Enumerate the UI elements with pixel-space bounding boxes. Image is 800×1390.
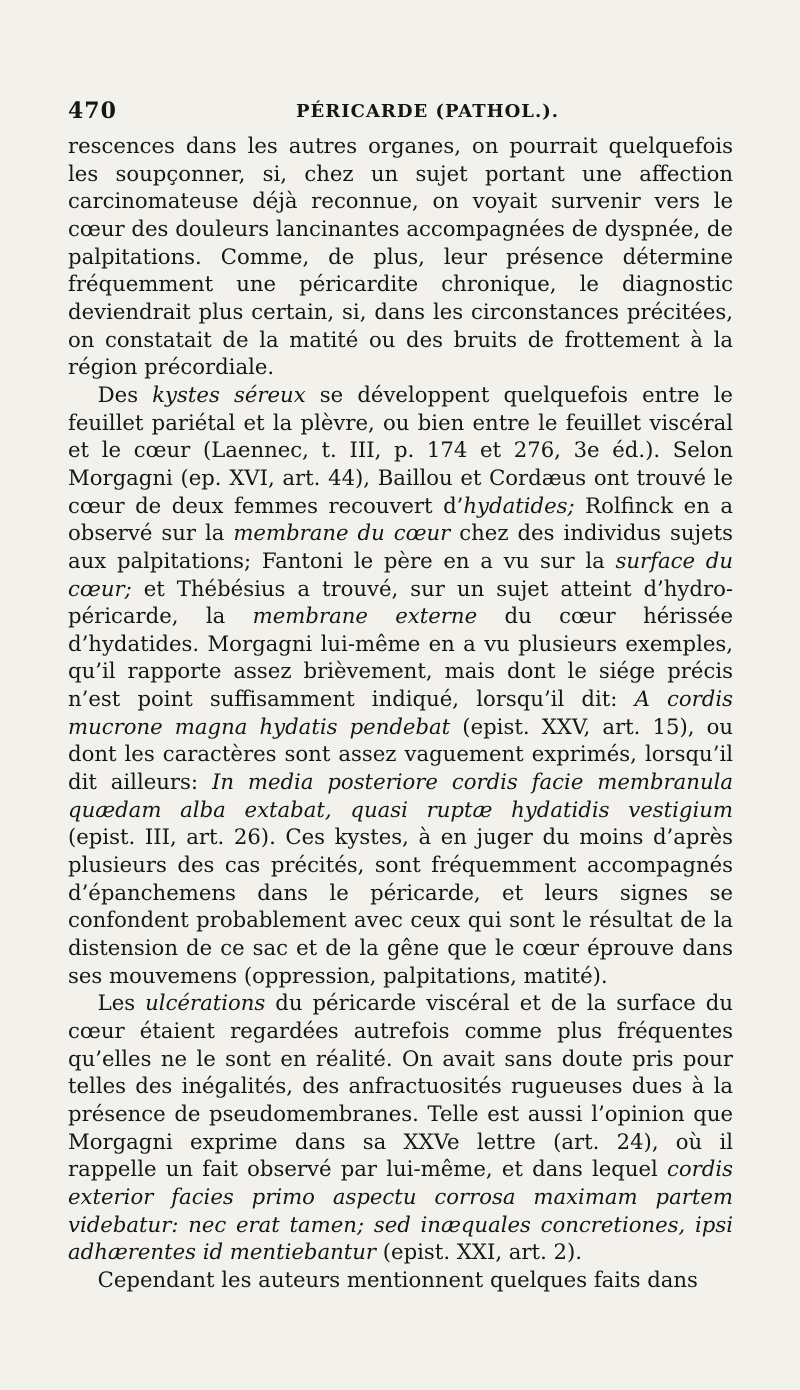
page-header (68, 98, 728, 130)
paragraph-2 (68, 381, 733, 989)
text-run: et Thébésius a trouvé, sur un sujet atteint d’hydro-péricarde, la (68, 575, 733, 629)
italic-text: membrane du cœur (233, 520, 451, 546)
paragraph-1 (68, 132, 733, 381)
paragraph-4 (68, 1266, 733, 1294)
text-run: (epist. XXV, art. 15), ou dont les caractères sont assez vaguement exprimés, lorsqu’il dit ailleurs: (68, 713, 733, 795)
text-run: chez des individus sujets aux palpitations; Fantoni le père en a vu sur la (68, 520, 733, 573)
italic-text: ulcérations (145, 990, 266, 1016)
italic-text: surface du cœur; (68, 547, 733, 601)
text-run: se développent quelquefois entre le feuillet pariétal et la plèvre, ou bien entre le feuillet viscéral et le cœur (Laennec, t. III, p. 174 et 276, 3e éd.). Selon Morgagni (ep. XVI, art. 44), Baillou et Cordæus ont trouvé le cœur de deux femmes recouvert d’ (68, 381, 733, 518)
italic-text: hydatides; (463, 492, 575, 518)
text-run: (epist. XXI, art. 2). (376, 1239, 583, 1265)
italic-text: A cordis mucrone magna hydatis pendebat (68, 686, 734, 739)
text-run: rescences dans les autres organes, on pourrait quelquefois les soupçonner, si, chez un sujet portant une affection carcinomateuse déjà reconnue, on voyait survenir vers le cœur des douleurs lancinantes accompagnées de dyspnée, de palpitations. Comme, de plus, leur présence détermine fréquemment une péricardite chronique, le diagnostic deviendrait plus certain, si, dans les circonstances précitées, on constatait de la matité ou des bruits de frottement à la région précordiale. (68, 133, 733, 380)
page-number: 470 (68, 98, 117, 124)
text-run: du cœur hérissée d’hydatides. Morgagni lui-même en a vu plusieurs exemples, qu’il rapporte assez brièvement, mais dont le siége précis n’est point suffisamment indiqué, lorsqu’il dit: (68, 603, 733, 712)
running-head: PÉRICARDE (PATHOL.). (296, 101, 559, 122)
text-run: Des (97, 381, 153, 407)
italic-text: In media posteriore cordis facie membranula quædam alba extabat, quasi ruptæ hydatidis vestigium (68, 769, 734, 822)
paragraph-3 (68, 989, 733, 1266)
text-run: Rolfinck en a observé sur la (68, 492, 733, 546)
text-run: (epist. III, art. 26). Ces kystes, à en juger du moins d’après plusieurs des cas précités, sont fréquemment accompagnés d’épanchemens dans le péricarde, et leurs signes se confondent probablement avec ceux qui sont le résultat de la distension de ce sac et de la gêne que le cœur éprouve dans ses mouvemens (oppression, palpitations, matité). (68, 824, 733, 988)
italic-text: cordis exterior facies primo aspectu corrosa maximam partem videbatur: nec erat tamen; sed inæquales concretiones, ipsi adhærentes id mentiebantur (68, 1156, 733, 1265)
text-run: Les (97, 990, 146, 1016)
body-text (68, 132, 733, 1294)
text-run: Cependant les auteurs mentionnent quelques faits dans (97, 1266, 698, 1292)
italic-text: membrane externe (252, 603, 478, 629)
text-run: du péricarde viscéral et de la surface du cœur étaient regardées autrefois comme plus fréquentes qu’elles ne le sont en réalité. On avait sans doute pris pour telles des inégalités, des anfractuosités rugueuses dues à la présence de pseudomembranes. Telle est aussi l’opinion que Morgagni exprime dans sa XXVe lettre (art. 24), où il rappelle un fait observé par lui-même, et dans lequel (68, 990, 733, 1182)
italic-text: kystes séreux (152, 381, 306, 407)
